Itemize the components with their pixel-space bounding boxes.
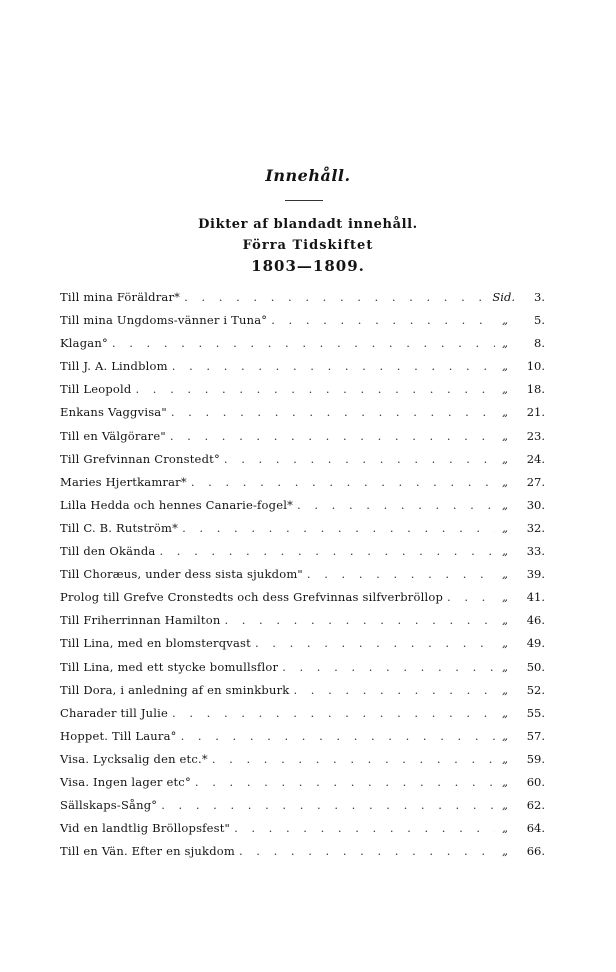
toc-entry-marker: „ <box>502 405 508 420</box>
toc-entry-marker: „ <box>502 520 508 535</box>
toc-entry-page: 30. <box>526 497 545 512</box>
toc-dot-leader <box>255 632 495 655</box>
toc-dot-leader <box>224 609 495 632</box>
toc-dot-leader <box>307 563 495 586</box>
toc-entry-page: 23. <box>526 428 545 443</box>
toc-entry-page: 59. <box>526 751 545 766</box>
toc-entry-marker: „ <box>502 474 508 489</box>
toc-dot-leader <box>195 771 495 794</box>
toc-entry-title: Till en Välgörare" <box>60 428 166 443</box>
toc-entry <box>60 679 545 702</box>
toc-dot-leader <box>161 794 495 817</box>
toc-entry-marker: Sid. <box>492 290 515 304</box>
toc-entry <box>60 332 545 355</box>
toc-entry-title: Maries Hjertkamrar* <box>60 474 187 489</box>
toc-entry-title: Visa. Lycksalig den etc.* <box>60 751 208 766</box>
toc-entry-title: Till Grefvinnan Cronstedt° <box>60 451 220 466</box>
table-of-contents <box>60 286 545 863</box>
toc-entry-marker: „ <box>502 798 508 813</box>
toc-entry-title: Till en Vän. Efter en sjukdom <box>60 844 235 859</box>
toc-dot-leader <box>159 540 495 563</box>
toc-entry <box>60 425 545 448</box>
toc-entry-page: 49. <box>526 636 545 651</box>
toc-entry <box>60 471 545 494</box>
toc-entry-page: 60. <box>526 774 545 789</box>
toc-entry-marker: „ <box>502 821 508 836</box>
toc-entry-page: 52. <box>526 682 545 697</box>
toc-entry-title: Klagan° <box>60 336 108 351</box>
toc-entry-title: Visa. Ingen lager etc° <box>60 774 191 789</box>
toc-dot-leader <box>181 725 495 748</box>
toc-entry-marker: „ <box>502 774 508 789</box>
toc-dot-leader <box>170 425 495 448</box>
toc-entry <box>60 840 545 863</box>
toc-entry-page: 50. <box>526 659 545 674</box>
toc-entry-marker: „ <box>502 682 508 697</box>
toc-entry-title: Till Choræus, under dess sista sjukdom" <box>60 567 303 582</box>
section-heading: Dikter af blandadt innehåll. <box>198 217 418 232</box>
toc-entry-marker: „ <box>502 590 508 605</box>
toc-entry-marker: „ <box>502 497 508 512</box>
toc-entry-title: Till Lina, med ett stycke bomullsflor <box>60 659 279 674</box>
toc-entry <box>60 355 545 378</box>
toc-entry <box>60 725 545 748</box>
toc-entry-title: Till Friherrinnan Hamilton <box>60 613 221 628</box>
toc-dot-leader <box>182 517 495 540</box>
toc-entry-marker: „ <box>502 659 508 674</box>
toc-entry-page: 57. <box>526 728 545 743</box>
toc-entry <box>60 540 545 563</box>
toc-entry <box>60 286 545 309</box>
toc-entry <box>60 448 545 471</box>
toc-entry-page: 62. <box>526 798 545 813</box>
toc-entry-marker: „ <box>502 359 508 374</box>
toc-entry <box>60 609 545 632</box>
toc-entry-marker: „ <box>502 382 508 397</box>
toc-entry-marker: „ <box>502 313 508 328</box>
toc-entry <box>60 494 545 517</box>
toc-dot-leader <box>234 817 495 840</box>
toc-entry-marker: „ <box>502 428 508 443</box>
toc-entry-title: Sällskaps-Sång° <box>60 798 158 813</box>
subsection-heading: Förra Tidskiftet <box>242 238 374 253</box>
toc-entry-page: 27. <box>526 474 545 489</box>
toc-entry-title: Prolog till Grefve Cronstedts och dess Grefvinnas silfverbröllop <box>60 590 444 605</box>
toc-entry-marker: „ <box>502 705 508 720</box>
toc-entry-page: 39. <box>526 567 545 582</box>
toc-entry-marker: „ <box>502 636 508 651</box>
toc-entry <box>60 632 545 655</box>
toc-entry-marker: „ <box>502 336 508 351</box>
toc-entry-marker: „ <box>502 544 508 559</box>
toc-entry-title: Till mina Föräldrar* <box>60 290 181 304</box>
toc-entry-marker: „ <box>502 451 508 466</box>
toc-entry-page: 41. <box>526 590 545 605</box>
toc-entry-title: Hoppet. Till Laura° <box>60 728 177 743</box>
toc-dot-leader <box>297 494 495 517</box>
toc-entry-page: 5. <box>534 313 545 328</box>
toc-entry-marker: „ <box>502 613 508 628</box>
toc-entry-title: Till C. B. Rutström* <box>60 520 179 535</box>
toc-entry <box>60 378 545 401</box>
toc-entry-page: 3. <box>534 290 545 304</box>
toc-entry-title: Till J. A. Lindblom <box>60 359 168 374</box>
toc-entry-title: Enkans Vaggvisa" <box>60 405 167 420</box>
toc-entry-page: 46. <box>526 613 545 628</box>
toc-entry <box>60 817 545 840</box>
toc-entry <box>60 401 545 424</box>
toc-dot-leader <box>112 332 495 355</box>
toc-entry <box>60 656 545 679</box>
toc-entry-page: 64. <box>526 821 545 836</box>
toc-entry-page: 18. <box>526 382 545 397</box>
toc-entry <box>60 748 545 771</box>
toc-entry-title: Till den Okända <box>60 544 156 559</box>
toc-entry-page: 10. <box>526 359 545 374</box>
toc-dot-leader <box>135 378 495 401</box>
toc-entry-marker: „ <box>502 728 508 743</box>
toc-dot-leader <box>293 679 495 702</box>
toc-dot-leader <box>171 401 495 424</box>
toc-entry-page: 24. <box>526 451 545 466</box>
toc-entry <box>60 794 545 817</box>
toc-entry-page: 8. <box>534 336 545 351</box>
toc-entry <box>60 702 545 725</box>
page-title: Innehåll. <box>265 166 351 185</box>
toc-entry-page: 21. <box>526 405 545 420</box>
toc-entry-title: Lilla Hedda och hennes Canarie-fogel* <box>60 497 294 512</box>
toc-entry-page: 33. <box>526 544 545 559</box>
toc-entry <box>60 563 545 586</box>
toc-entry-page: 55. <box>526 705 545 720</box>
toc-entry-marker: „ <box>502 567 508 582</box>
toc-entry-title: Till Dora, i anledning af en sminkburk <box>60 682 290 697</box>
toc-entry-page: 66. <box>526 844 545 859</box>
toc-dot-leader <box>271 309 495 332</box>
toc-dot-leader <box>224 448 495 471</box>
years-heading: 1803—1809. <box>251 257 365 275</box>
toc-entry-marker: „ <box>502 751 508 766</box>
toc-dot-leader <box>172 355 495 378</box>
toc-dot-leader <box>282 656 495 679</box>
toc-dot-leader <box>191 471 495 494</box>
toc-dot-leader <box>239 840 495 863</box>
toc-entry-title: Till Leopold <box>60 382 132 397</box>
toc-dot-leader <box>447 586 495 609</box>
toc-entry-title: Till Lina, med en blomsterqvast <box>60 636 251 651</box>
toc-entry <box>60 517 545 540</box>
toc-entry-title: Vid en landtlig Bröllopsfest" <box>60 821 231 836</box>
toc-entry-title: Charader till Julie <box>60 705 169 720</box>
toc-entry <box>60 771 545 794</box>
toc-dot-leader <box>172 702 495 725</box>
toc-entry <box>60 309 545 332</box>
toc-dot-leader <box>212 748 495 771</box>
toc-entry-page: 32. <box>526 520 545 535</box>
toc-dot-leader <box>184 286 492 309</box>
toc-entry-title: Till mina Ungdoms-vänner i Tuna° <box>60 313 268 328</box>
toc-entry <box>60 586 545 609</box>
title-divider <box>285 200 323 201</box>
toc-entry-marker: „ <box>502 844 508 859</box>
